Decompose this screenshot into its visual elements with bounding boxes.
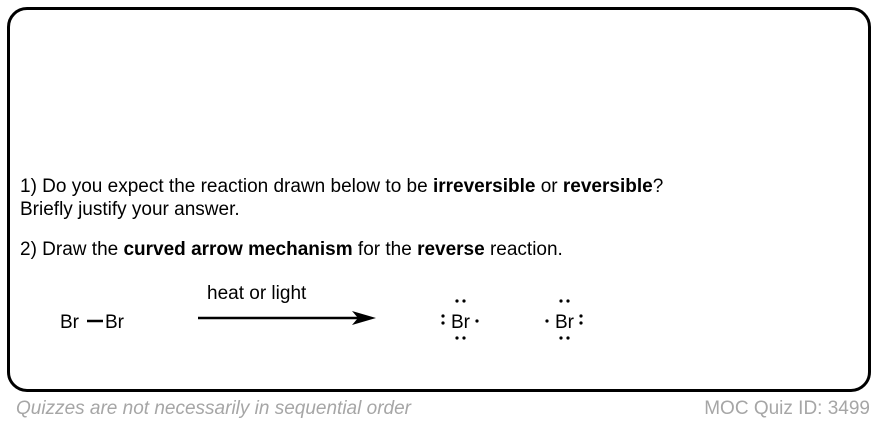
lone-pair-dot: [559, 336, 562, 339]
radical-electron-dot: [475, 319, 478, 322]
question-1-term-reversible: reversible: [562, 176, 653, 197]
lone-pair-dot: [566, 336, 569, 339]
lone-pair-dot: [559, 299, 562, 302]
lone-pair-dot: [462, 299, 465, 302]
question-1-line-2: Briefly justify your answer.: [20, 199, 240, 220]
quiz-id: MOC Quiz ID: 3499: [704, 398, 870, 419]
arrow-label: heat or light: [207, 283, 307, 304]
lone-pair-dot: [566, 299, 569, 302]
question-2-middle: for the: [352, 239, 418, 260]
question-2-prefix: 2) Draw the: [20, 239, 124, 260]
radical-electron-dot: [545, 319, 548, 322]
question-1-prefix: 1) Do you expect the reaction drawn below to be: [20, 176, 433, 197]
sequence-note: Quizzes are not necessarily in sequential order: [16, 398, 411, 419]
radical-1-symbol: Br: [451, 312, 470, 333]
question-2-term-mechanism: curved arrow mechanism: [123, 239, 353, 260]
question-2-suffix: reaction.: [484, 239, 563, 260]
lone-pair-dot: [455, 336, 458, 339]
bromine-radical-1: [441, 299, 478, 339]
question-1-term-irreversible: irreversible: [432, 176, 536, 197]
bromine-radical-2: [545, 299, 582, 339]
question-2-term-reverse: reverse: [417, 239, 485, 260]
lone-pair-dot: [455, 299, 458, 302]
radical-2-symbol: Br: [555, 312, 574, 333]
lone-pair-dot: [441, 314, 444, 317]
reactant-br-right: Br: [105, 312, 124, 333]
lone-pair-dot: [441, 321, 444, 324]
question-1-suffix: ?: [652, 176, 664, 197]
lone-pair-dot: [462, 336, 465, 339]
lone-pair-dot: [579, 314, 582, 317]
question-1-middle: or: [535, 176, 563, 197]
lone-pair-dot: [579, 321, 582, 324]
reactant-br-left: Br: [60, 312, 79, 333]
